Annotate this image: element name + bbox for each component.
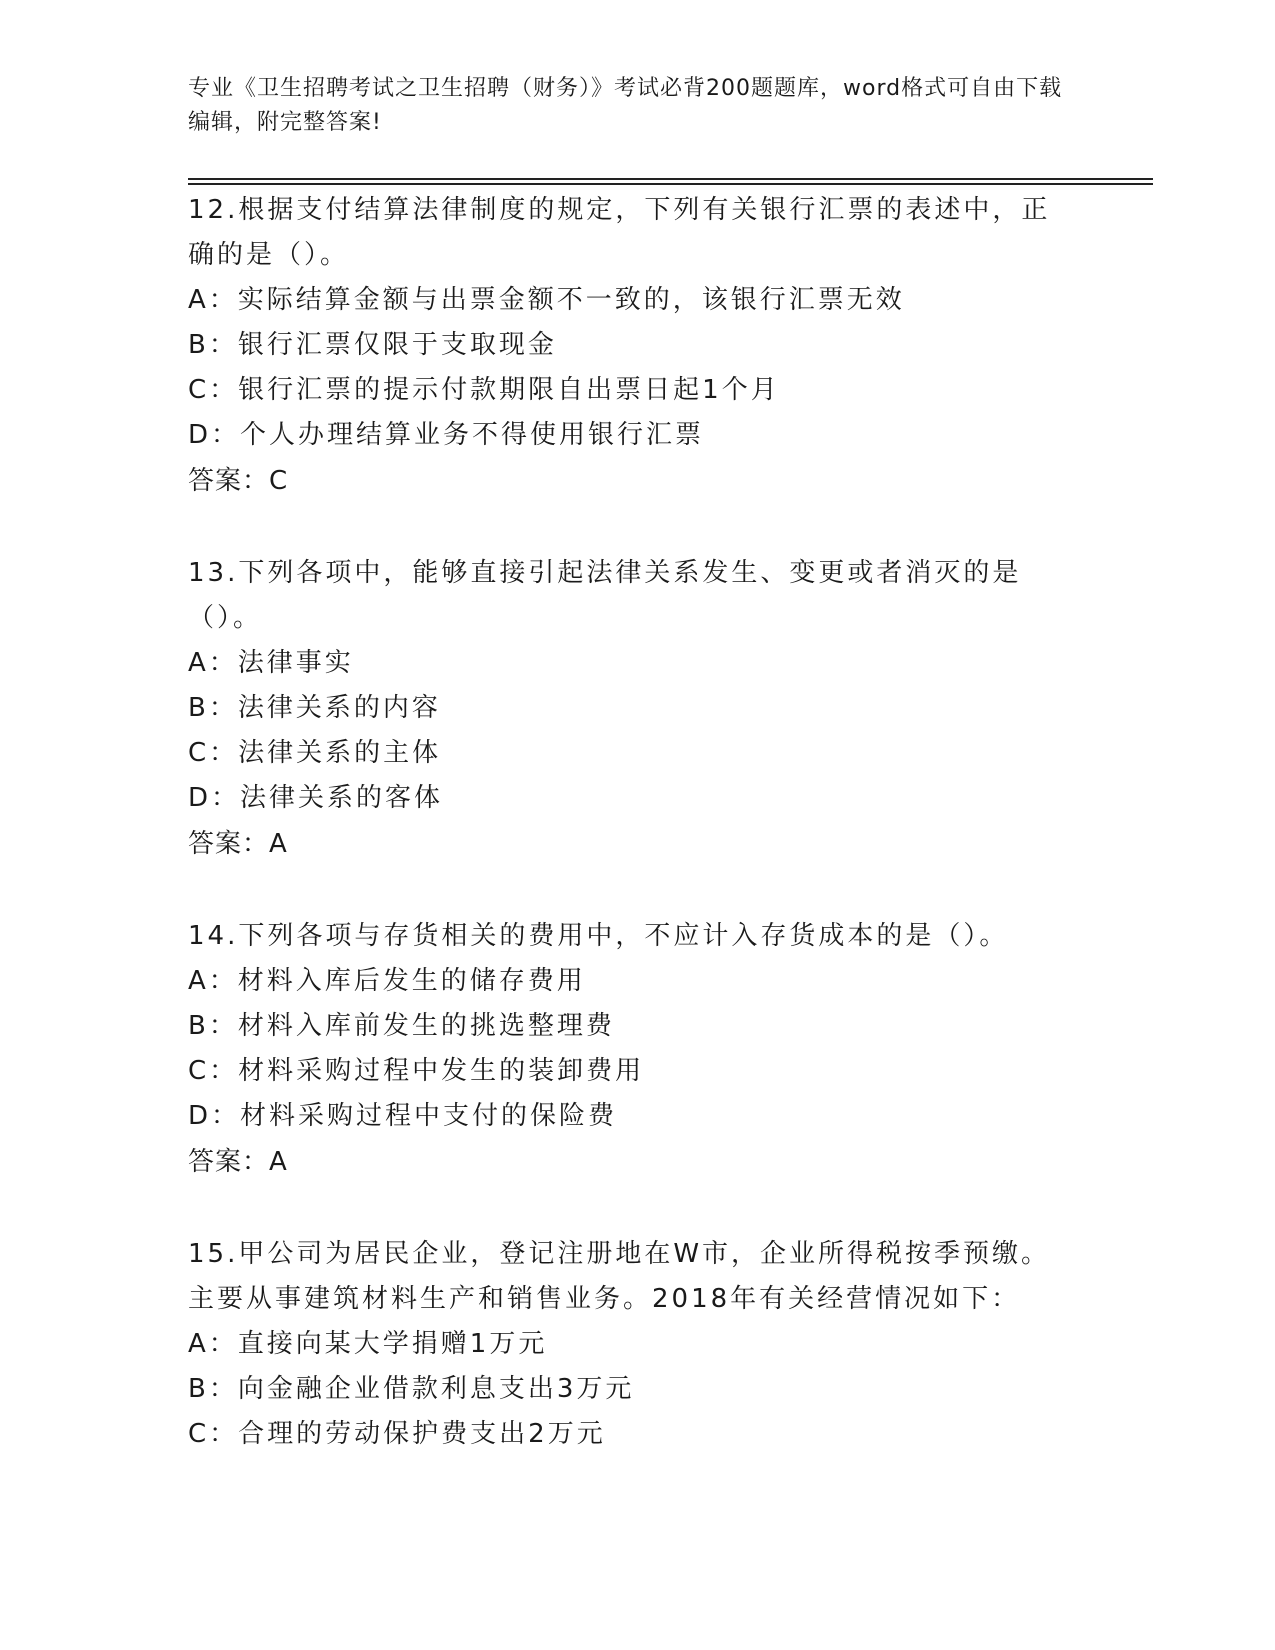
option-b: B：向金融企业借款利息支出3万元 [188, 1374, 635, 1404]
question-stem: 13.下列各项中，能够直接引起法律关系发生、变更或者消灭的是（）。 [188, 558, 1022, 633]
question-12 [188, 188, 1088, 504]
question-14 [188, 914, 1088, 1185]
option-b: B：材料入库前发生的挑选整理费 [188, 1011, 615, 1041]
answer-line: 答案：A [188, 1147, 288, 1177]
answer-line: 答案：A [188, 829, 288, 859]
option-c: C：法律关系的主体 [188, 738, 442, 768]
question-stem: 15.甲公司为居民企业，登记注册地在W市，企业所得税按季预缴。主要从事建筑材料生产和销售业务。2018年有关经营情况如下： [188, 1239, 1051, 1314]
option-c: C：银行汇票的提示付款期限自出票日起1个月 [188, 375, 780, 405]
question-13 [188, 551, 1088, 867]
header-divider-bottom [188, 183, 1153, 185]
answer-line: 答案：C [188, 466, 289, 496]
option-b: B：银行汇票仅限于支取现金 [188, 330, 557, 360]
question-stem: 14.下列各项与存货相关的费用中，不应计入存货成本的是（）。 [188, 921, 1009, 951]
document-intro: 专业《卫生招聘考试之卫生招聘（财务）》考试必背200题题库，word格式可自由下载编辑，附完整答案! [188, 76, 1063, 135]
question-stem: 12.根据支付结算法律制度的规定，下列有关银行汇票的表述中，正确的是（）。 [188, 195, 1051, 270]
option-c: C：合理的劳动保护费支出2万元 [188, 1419, 606, 1449]
question-list [188, 188, 1088, 1504]
header-divider-top [188, 178, 1153, 180]
option-a: A：法律事实 [188, 648, 354, 678]
option-a: A：材料入库后发生的储存费用 [188, 966, 586, 996]
option-a: A：实际结算金额与出票金额不一致的，该银行汇票无效 [188, 285, 905, 315]
option-d: D：材料采购过程中支付的保险费 [188, 1101, 618, 1131]
question-15 [188, 1232, 1088, 1457]
option-d: D：法律关系的客体 [188, 783, 444, 813]
option-a: A：直接向某大学捐赠1万元 [188, 1329, 548, 1359]
option-b: B：法律关系的内容 [188, 693, 441, 723]
option-d: D：个人办理结算业务不得使用银行汇票 [188, 420, 705, 450]
option-c: C：材料采购过程中发生的装卸费用 [188, 1056, 645, 1086]
